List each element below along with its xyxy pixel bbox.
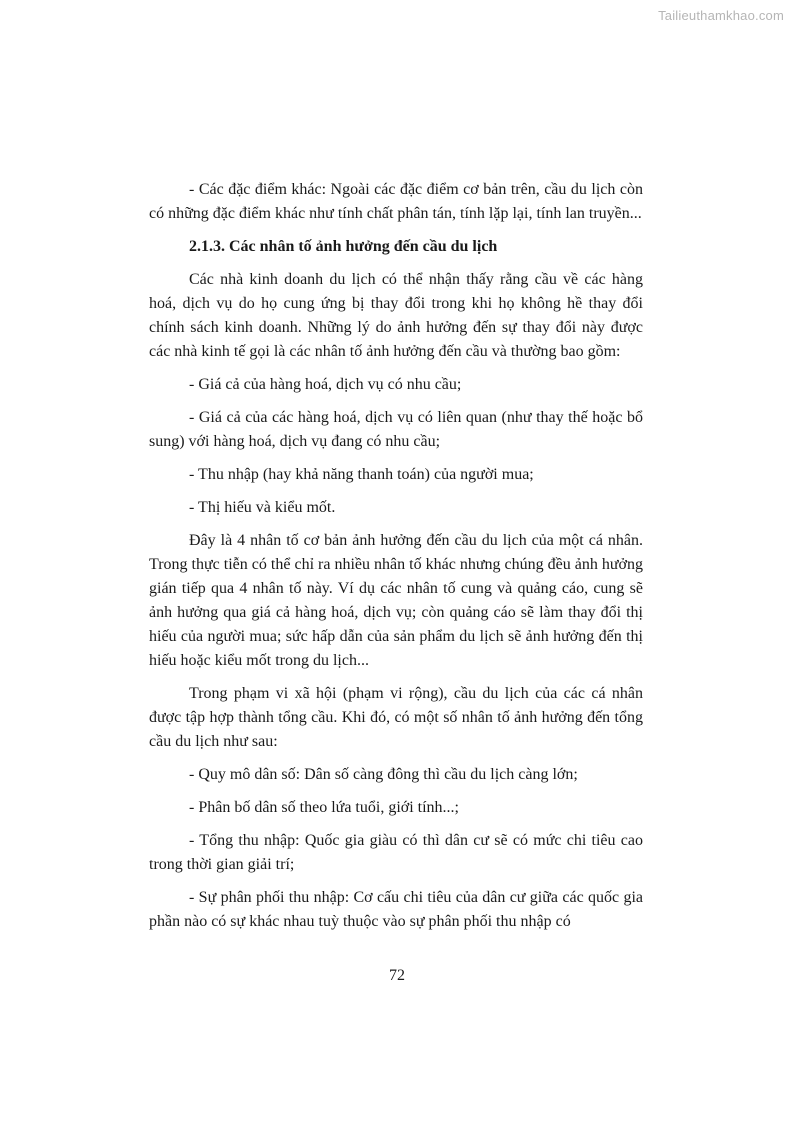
list-item-income: - Thu nhập (hay khả năng thanh toán) của người mua; [189, 466, 534, 483]
list-item-population: - Quy mô dân số: Dân số càng đông thì cầu du lịch càng lớn; [189, 766, 578, 783]
page-number: 72 [389, 967, 405, 984]
list-item-price: - Giá cả của hàng hoá, dịch vụ có nhu cầu; [189, 376, 462, 393]
list-item-age-distribution: - Phân bố dân số theo lứa tuổi, giới tính...; [189, 799, 459, 816]
paragraph-intro-factors: Các nhà kinh doanh du lịch có thể nhận thấy rằng cầu về các hàng hoá, dịch vụ do họ cung ứng bị thay đổi trong khi họ không hề thay đổi chính sách kinh doanh. Những lý do ảnh hưởng đến sự thay đổi này được các nhà kinh tế gọi là các nhân tố ảnh hưởng đến cầu và thường bao gồm: [149, 271, 643, 360]
list-item-total-income: - Tổng thu nhập: Quốc gia giàu có thì dân cư sẽ có mức chi tiêu cao trong thời gian giải trí; [149, 832, 643, 873]
list-item-related-goods: - Giá cả của các hàng hoá, dịch vụ có liên quan (như thay thế hoặc bổ sung) với hàng hoá, dịch vụ đang có nhu cầu; [149, 409, 643, 450]
watermark-text: Tailieuthamkhao.com [658, 8, 784, 23]
paragraph-social-scope: Trong phạm vi xã hội (phạm vi rộng), cầu du lịch của các cá nhân được tập hợp thành tổng cầu. Khi đó, có một số nhân tố ảnh hưởng đến tổng cầu du lịch như sau: [149, 685, 643, 750]
page-body [149, 178, 643, 943]
section-heading: 2.1.3. Các nhân tố ảnh hưởng đến cầu du lịch [189, 238, 498, 255]
paragraph-other-characteristics: - Các đặc điểm khác: Ngoài các đặc điểm cơ bản trên, cầu du lịch còn có những đặc điểm khác như tính chất phân tán, tính lặp lại, tính lan truyền... [149, 181, 643, 222]
list-item-taste: - Thị hiếu và kiểu mốt. [189, 499, 336, 516]
list-item-income-distribution: - Sự phân phối thu nhập: Cơ cấu chi tiêu của dân cư giữa các quốc gia phần nào có sự khác nhau tuỳ thuộc vào sự phân phối thu nhập có [149, 889, 643, 930]
paragraph-four-factors: Đây là 4 nhân tố cơ bản ảnh hưởng đến cầu du lịch của một cá nhân. Trong thực tiễn có thể chỉ ra nhiều nhân tố khác nhưng chúng đều ảnh hưởng gián tiếp qua 4 nhân tố này. Ví dụ các nhân tố cung và quảng cáo, cung sẽ ảnh hưởng qua giá cả hàng hoá, dịch vụ; còn quảng cáo sẽ làm thay đổi thị hiếu của người mua; sức hấp dẫn của sản phẩm du lịch sẽ ảnh hưởng đến thị hiếu hoặc kiểu mốt trong du lịch... [149, 532, 643, 669]
